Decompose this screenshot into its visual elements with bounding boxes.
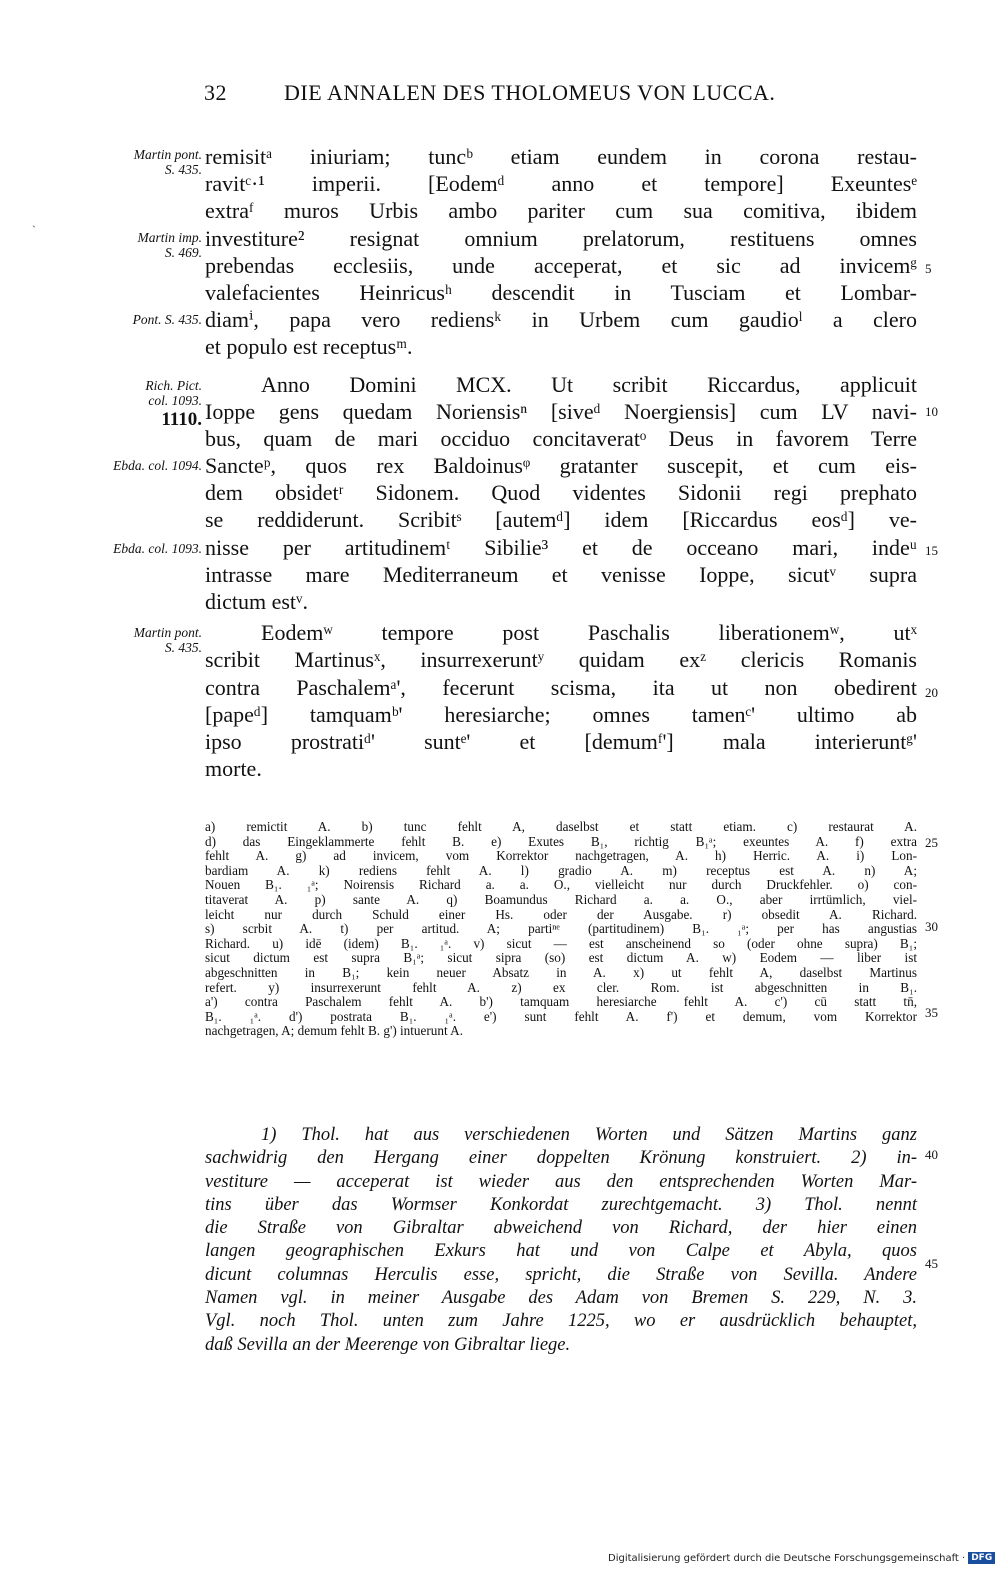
margin-note: Ebda. col. 1094. bbox=[113, 458, 202, 473]
note-line: sachwidrig den Hergang einer doppelten Krönung konstruiert. 2) in- bbox=[205, 1148, 917, 1169]
text-line: investiture² resignat omnium prelatorum, restituens omnes bbox=[205, 225, 917, 251]
main-text bbox=[205, 143, 917, 782]
line-number: 35 bbox=[925, 1005, 938, 1020]
text-line: diamⁱ, papa vero rediensᵏ in Urbem cum gaudioˡ a clero bbox=[205, 307, 917, 333]
stray-mark: ˏ bbox=[32, 214, 36, 228]
margin-note: Martin pont. S. 435. bbox=[133, 147, 202, 177]
note-line: daß Sevilla an der Meerenge von Gibraltar liege. bbox=[205, 1334, 571, 1355]
variant-line: abgeschnitten in B₁; kein neuer Absatz in A. x) ut fehlt A, daselbst Martinus bbox=[205, 964, 917, 980]
text-line: ipso prostratiᵈ' suntᵉ' et [demumᶠ'] mala interieruntᵍ' bbox=[205, 728, 917, 754]
note-line: Vgl. noch Thol. unten zum Jahre 1225, wo er ausdrücklich behauptet, bbox=[205, 1311, 917, 1332]
text-line: scribit Martinusˣ, insurrexeruntʸ quidam exᶻ clericis Romanis bbox=[205, 647, 917, 673]
text-line: intrasse mare Mediterraneum et venisse Ioppe, sicutᵛ supra bbox=[205, 561, 917, 587]
note-line: tins über das Wormser Konkordat zurechtgemacht. 3) Thol. nennt bbox=[205, 1194, 917, 1215]
paragraph-gap bbox=[205, 361, 917, 371]
text-line: dem obsidetʳ Sidonem. Quod videntes Sidonii regi prephato bbox=[205, 480, 917, 506]
variant-line: a') contra Paschalem fehlt A. b') tamquam heresiarche fehlt A. c') cū statt tn̄, bbox=[205, 994, 917, 1010]
line-number: 5 bbox=[925, 261, 932, 276]
variant-line: titaverat A. p) sante A. q) Boamundus Richard a. a. O., aber irrtümlich, viel- bbox=[205, 891, 917, 907]
note-line: Namen vgl. in meiner Ausgabe des Adam von Bremen S. 229, N. 3. bbox=[205, 1288, 917, 1309]
note-line: dicunt columnas Herculis esse, spricht, die Straße von Sevilla. Andere bbox=[205, 1264, 917, 1285]
line-number: 15 bbox=[925, 543, 938, 558]
variant-line: a) remictit A. b) tunc fehlt A, daselbst et statt etiam. c) restaurat A. bbox=[205, 819, 917, 834]
text-line: Anno Domini MCX. Ut scribit Riccardus, applicuit bbox=[261, 371, 917, 397]
text-line: et populo est receptusᵐ. bbox=[205, 334, 413, 360]
text-line: ravitᶜ·¹ imperii. [Eodemᵈ anno et tempore] Exeuntesᵉ bbox=[205, 171, 917, 197]
line-number: 10 bbox=[925, 404, 938, 419]
page-number: 32 bbox=[204, 80, 227, 105]
text-line: se reddiderunt. Scribitˢ [autemᵈ] idem [Riccardus eosᵈ] ve- bbox=[205, 507, 917, 533]
variant-line: nachgetragen, A; demum fehlt B. g') intuerunt A. bbox=[205, 1023, 464, 1039]
line-number: 20 bbox=[925, 685, 938, 700]
dfg-logo: DFG bbox=[968, 1552, 995, 1564]
footer-text: Digitalisierung gefördert durch die Deutsche Forschungsgemeinschaft · bbox=[608, 1553, 966, 1564]
note-line: 1) Thol. hat aus verschiedenen Worten und Sätzen Martins ganz bbox=[261, 1125, 917, 1145]
text-line: Sancteᵖ, quos rex Baldoinusᵠ gratanter suscepit, et cum eis- bbox=[205, 453, 917, 479]
text-line: extraᶠ muros Urbis ambo pariter cum sua comitiva, ibidem bbox=[205, 198, 917, 224]
running-title: DIE ANNALEN DES THOLOMEUS VON LUCCA. bbox=[284, 80, 776, 105]
text-line: contra Paschalemᵃ', fecerunt scisma, ita ut non obedirent bbox=[205, 674, 917, 700]
text-line: Ioppe gens quedam Noriensisⁿ [siveᵈ Noergiensis] cum LV navi- bbox=[205, 398, 917, 424]
text-line: valefacientes Heinricusʰ descendit in Tusciam et Lombar- bbox=[205, 279, 917, 305]
variant-line: Richard. u) idē (idem) B₁. ₁ᵃ. v) sicut — est anscheinend so (oder ohne supra) B₁; bbox=[205, 935, 917, 951]
line-number: 40 bbox=[925, 1147, 938, 1162]
variant-line: s) scrbit A. t) per artitud. A; partiⁿᵉ (partitudinem) B₁. ₁ᵃ; per has angustias bbox=[205, 921, 917, 937]
note-line: langen geographischen Exkurs hat und von Calpe et Abyla, quos bbox=[205, 1241, 917, 1262]
variant-line: B₁. ₁ᵃ. d') postrata B₁. ₁ᵃ. e') sunt fehlt A. f') et demum, vom Korrektor bbox=[205, 1008, 917, 1024]
margin-note: Martin pont. S. 435. bbox=[133, 625, 202, 655]
page-header bbox=[204, 80, 844, 106]
variant-line: leicht nur durch Schuld einer Hs. oder der Ausgabe. r) obsedit A. Richard. bbox=[205, 906, 917, 922]
line-number: 45 bbox=[925, 1256, 938, 1271]
margin-note: Ebda. col. 1093. bbox=[113, 541, 202, 556]
margin-note: Pont. S. 435. bbox=[132, 312, 202, 327]
text-line: morte. bbox=[205, 756, 262, 782]
note-line: vestiture — acceperat ist wieder aus den entsprechenden Worten Mar- bbox=[205, 1171, 917, 1192]
digitization-footer bbox=[608, 1552, 992, 1564]
text-line: Eodemʷ tempore post Paschalis liberationemʷ, utˣ bbox=[261, 620, 917, 646]
variant-line: d) das Eingeklammerte fehlt B. e) Exutes B₁, richtig B₁ᵃ; exeuntes A. f) extra bbox=[205, 833, 917, 849]
explanatory-notes bbox=[205, 1124, 917, 1357]
line-number: 25 bbox=[925, 835, 938, 850]
variant-line: Nouen B₁. ₁ᵃ; Noirensis Richard a. a. O., vielleicht nur durch Druckfehler. o) con- bbox=[205, 877, 917, 893]
variant-line: bardiam A. k) rediens fehlt A. l) gradio A. m) receptus est A. n) A; bbox=[205, 862, 917, 878]
margin-note-year: 1110. bbox=[161, 409, 202, 430]
variant-apparatus bbox=[205, 820, 917, 1039]
text-line: [papeᵈ] tamquamᵇ' heresiarche; omnes tamenᶜ' ultimo ab bbox=[205, 701, 917, 727]
text-line: dictum estᵛ. bbox=[205, 589, 309, 614]
line-number: 30 bbox=[925, 919, 938, 934]
note-line: die Straße von Gibraltar abweichend von Richard, der hier einen bbox=[205, 1218, 917, 1239]
variant-line: sicut dictum est supra B₁ᵃ; sicut sipra (so) est dictum A. w) Eodem — liber ist bbox=[205, 950, 917, 966]
margin-note: Rich. Pict. col. 1093. bbox=[145, 378, 202, 408]
text-line: remisitᵃ iniuriam; tuncᵇ etiam eundem in corona restau- bbox=[205, 144, 917, 169]
variant-line: fehlt A. g) ad invicem, vom Korrektor nachgetragen, A. h) Herric. A. i) Lon- bbox=[205, 848, 917, 864]
variant-line: refert. y) insurrexerunt fehlt A. z) ex cler. Rom. ist abgeschnitten in B₁. bbox=[205, 979, 917, 995]
text-line: nisse per artitudinemᵗ Sibilie³ et de occeano mari, indeᵘ bbox=[205, 534, 917, 560]
margin-note: Martin imp. S. 469. bbox=[137, 230, 202, 260]
text-line: prebendas ecclesiis, unde acceperat, et sic ad invicemᵍ bbox=[205, 252, 917, 278]
text-line: bus, quam de mari occiduo concitaveratᵒ Deus in favorem Terre bbox=[205, 425, 917, 451]
